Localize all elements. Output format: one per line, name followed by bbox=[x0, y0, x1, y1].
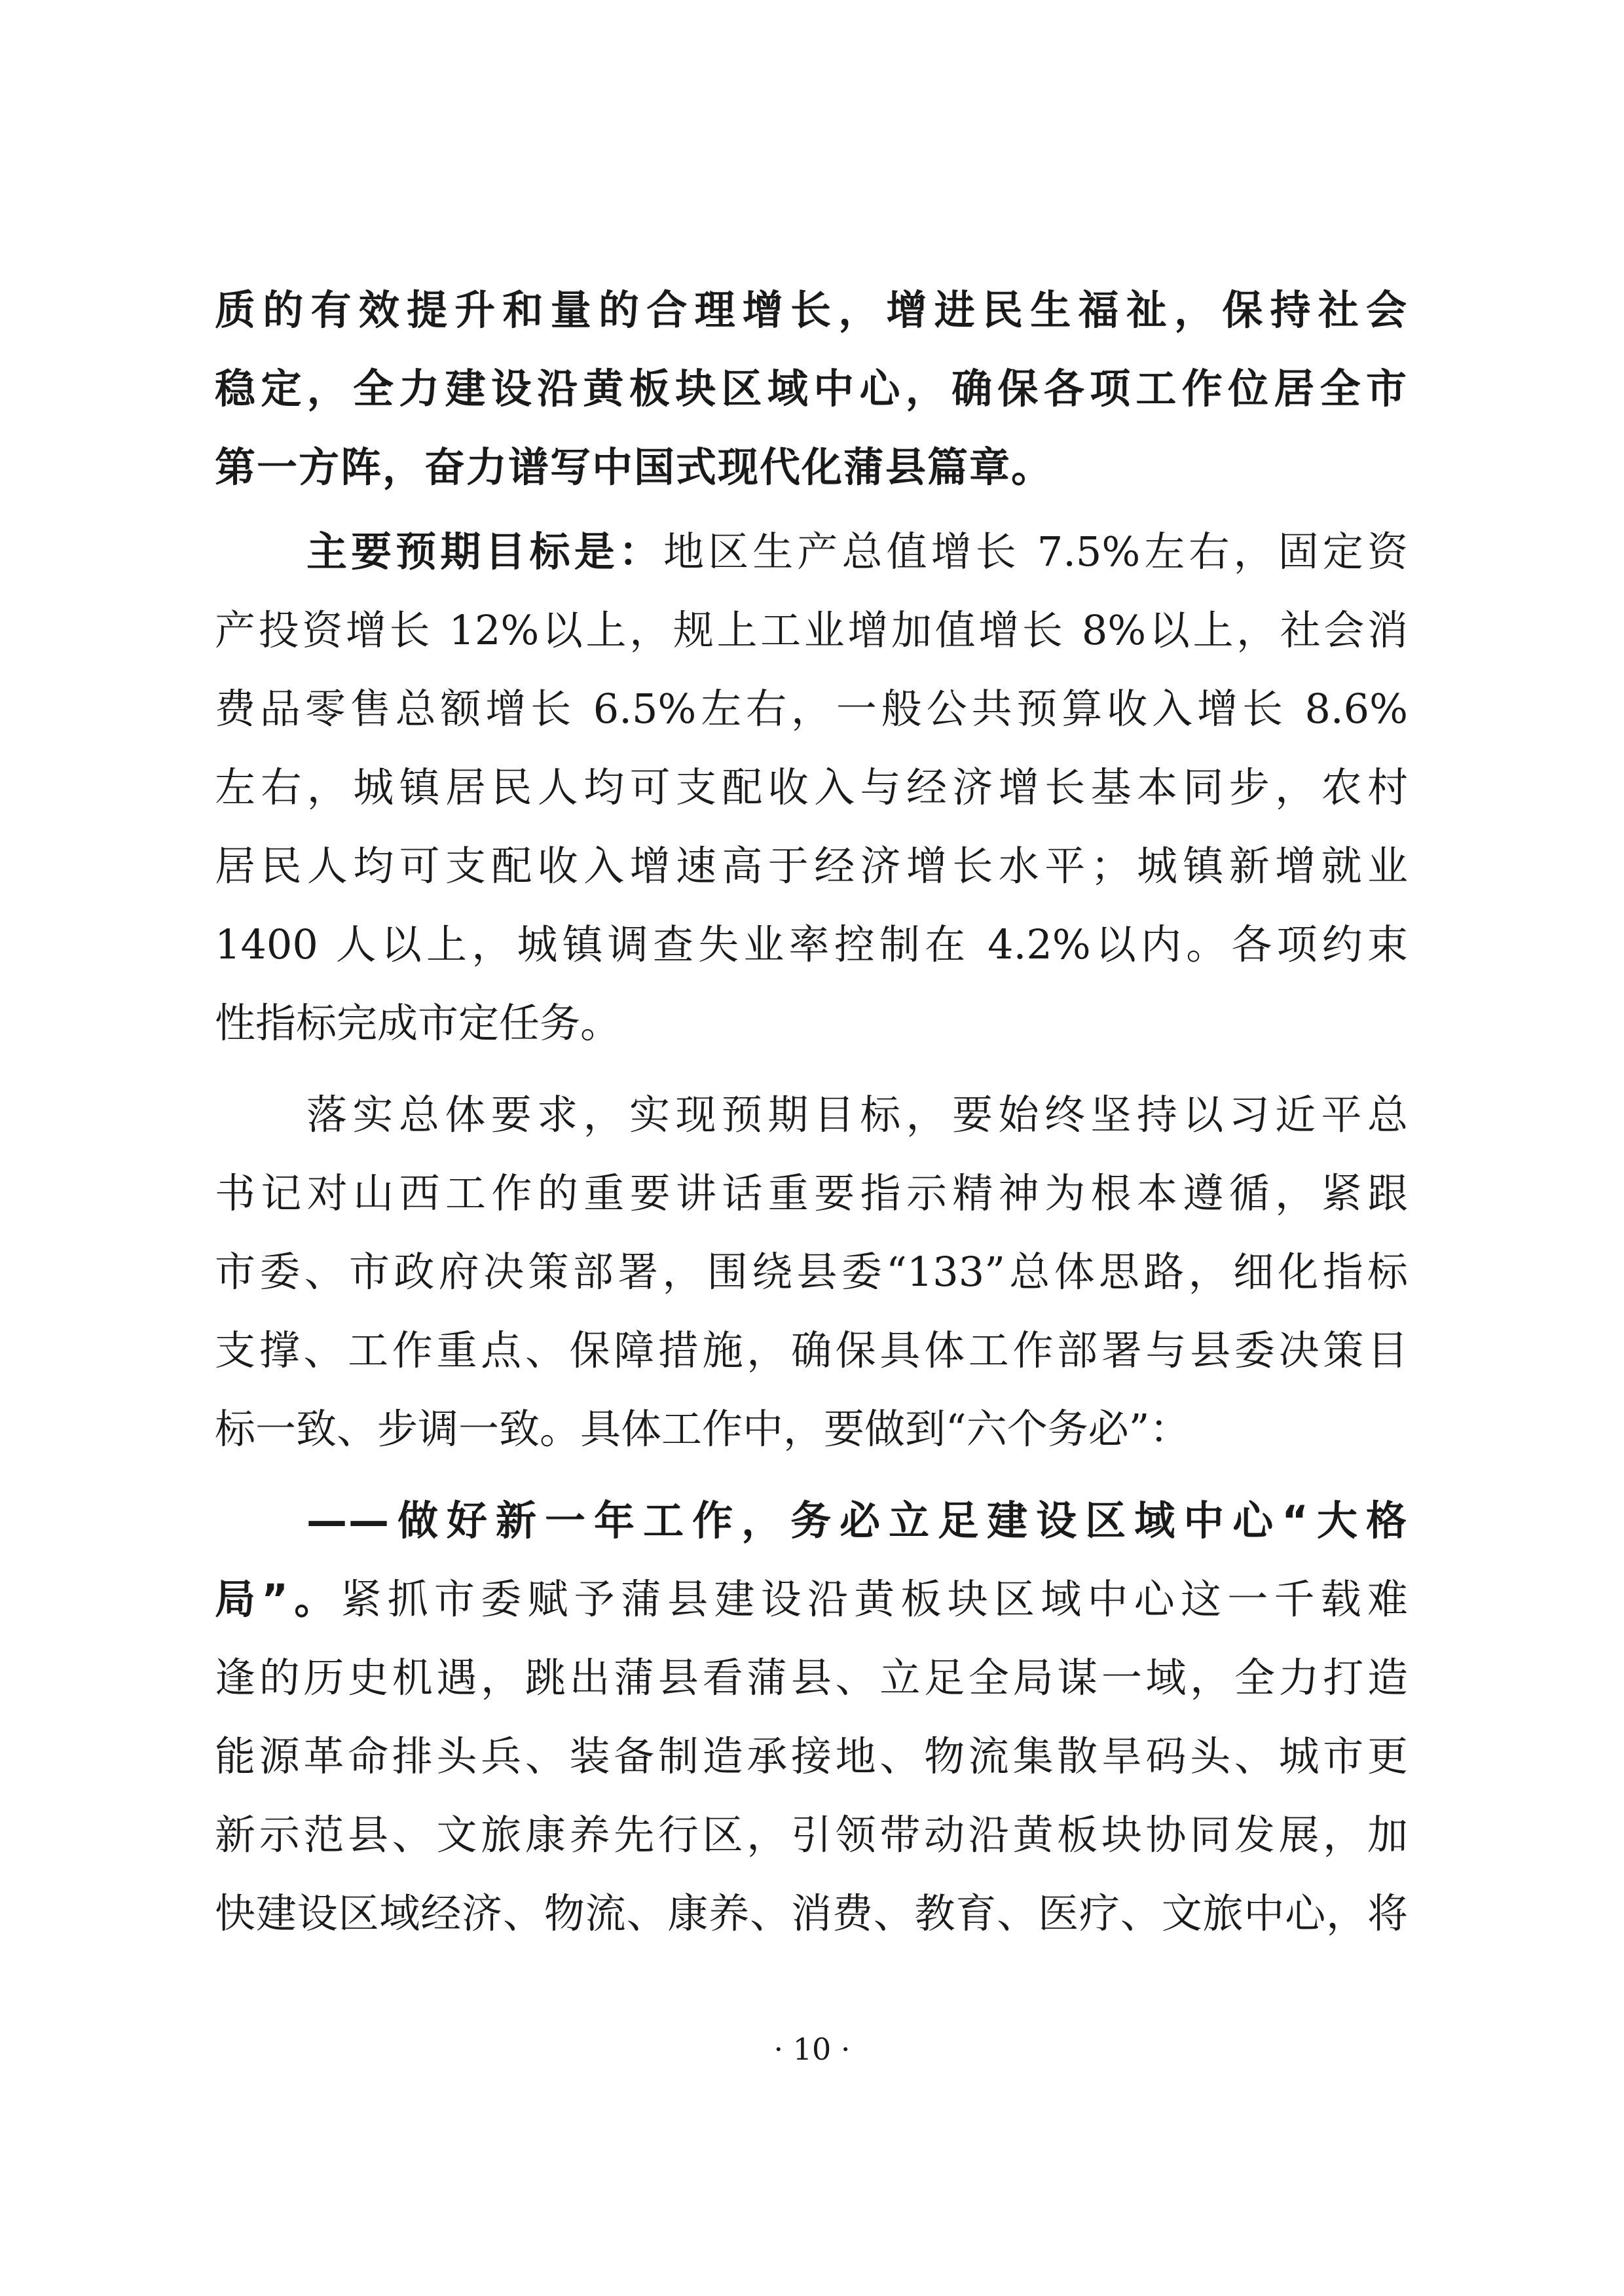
paragraph-3-line-4: 支撑、工作重点、保障措施，确保具体工作部署与县委决策目 bbox=[215, 1326, 1408, 1374]
paragraph-3-line-3: 市委、市政府决策部署，围绕县委“133”总体思路，细化指标 bbox=[215, 1248, 1408, 1296]
paragraph-3-line-2: 书记对山西工作的重要讲话重要指示精神为根本遵循，紧跟 bbox=[215, 1169, 1408, 1217]
paragraph-2-line-4: 左右，城镇居民人均可支配收入与经济增长基本同步，农村 bbox=[215, 763, 1408, 811]
paragraph-4-line-2 bbox=[215, 1560, 1408, 1639]
paragraph-2-line-2: 产投资增长 12%以上，规上工业增加值增长 8%以上，社会消 bbox=[215, 606, 1408, 654]
paragraph-2-line-6: 1400 人以上，城镇调查失业率控制在 4.2%以内。各项约束 bbox=[215, 920, 1408, 968]
paragraph-3-line-1: 落实总体要求，实现预期目标，要始终坚持以习近平总 bbox=[306, 1091, 1408, 1139]
page-number: · 10 · bbox=[773, 2032, 851, 2067]
paragraph-4-line-5: 新示范县、文旅康养先行区，引领带动沿黄板块协同发展，加 bbox=[215, 1811, 1408, 1859]
paragraph-4-heading-line: ——做好新一年工作，务必立足建设区域中心“大格 bbox=[306, 1497, 1408, 1544]
paragraph-1-line-2: 稳定，全力建设沿黄板块区域中心，确保各项工作位居全市 bbox=[215, 365, 1408, 412]
paragraph-2-line-7: 性指标完成市定任务。 bbox=[215, 999, 621, 1047]
paragraph-4-line-3: 逢的历史机遇，跳出蒲县看蒲县、立足全局谋一域，全力打造 bbox=[215, 1654, 1408, 1702]
paragraph-3-line-5: 标一致、步调一致。具体工作中，要做到“六个务必”： bbox=[215, 1405, 1190, 1453]
paragraph-2-line-1-text: 地区生产总值增长 7.5%左右，固定资 bbox=[663, 528, 1408, 575]
paragraph-2-lead: 主要预期目标是： bbox=[306, 528, 663, 575]
paragraph-4-heading-tail: 局”。 bbox=[215, 1575, 341, 1623]
paragraph-4-line-6: 快建设区域经济、物流、康养、消费、教育、医疗、文旅中心，将 bbox=[215, 1889, 1408, 1937]
paragraph-2-line-3: 费品零售总额增长 6.5%左右，一般公共预算收入增长 8.6% bbox=[215, 685, 1408, 733]
paragraph-4-line-2-text: 紧抓市委赋予蒲县建设沿黄板块区域中心这一千载难 bbox=[341, 1575, 1408, 1623]
paragraph-2-line-5: 居民人均可支配收入增速高于经济增长水平；城镇新增就业 bbox=[215, 842, 1408, 890]
paragraph-2-line-1 bbox=[215, 513, 1408, 591]
paragraph-1-line-3: 第一方阵，奋力谱写中国式现代化蒲县篇章。 bbox=[215, 443, 1054, 491]
paragraph-4-line-4: 能源革命排头兵、装备制造承接地、物流集散旱码头、城市更 bbox=[215, 1732, 1408, 1780]
paragraph-1-line-1: 质的有效提升和量的合理增长，增进民生福祉，保持社会 bbox=[215, 286, 1408, 334]
